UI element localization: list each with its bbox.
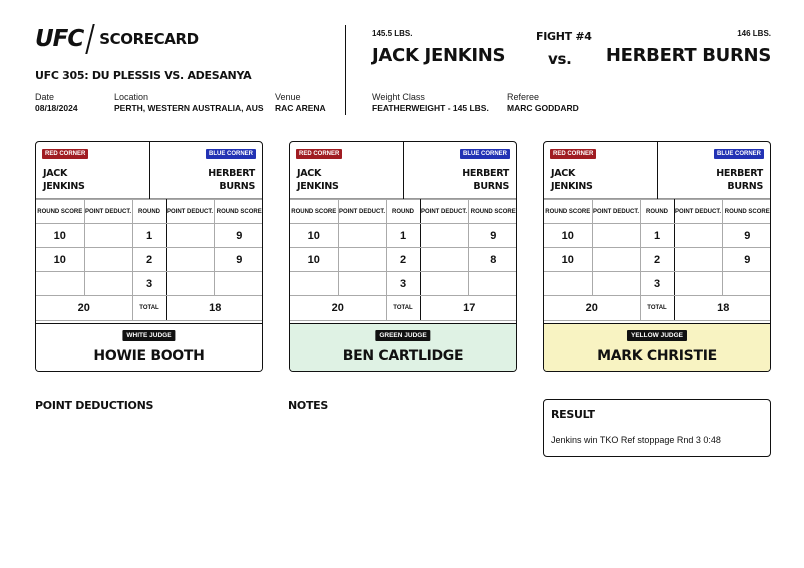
red-round-score: 10 bbox=[36, 224, 84, 248]
total-label: TOTAL bbox=[386, 296, 420, 321]
blue-point-deduct-header: POINT DEDUCT. bbox=[420, 200, 468, 224]
event-name: UFC 305: DU PLESSIS VS. ADESANYA bbox=[35, 69, 252, 82]
blue-round-score-header: ROUND SCORE bbox=[468, 200, 517, 224]
red-fighter-name: JACK JENKINS bbox=[372, 45, 506, 66]
red-first-name: JACK bbox=[551, 168, 576, 179]
corner-divider bbox=[403, 142, 404, 199]
red-total: 20 bbox=[36, 296, 132, 321]
judge-name: HOWIE BOOTH bbox=[93, 348, 205, 364]
point-deductions-heading: POINT DEDUCTIONS bbox=[35, 399, 154, 412]
blue-point-deduction bbox=[674, 248, 722, 272]
round-number: 1 bbox=[386, 224, 420, 248]
red-last-name: JENKINS bbox=[551, 181, 593, 192]
round-header: ROUND bbox=[132, 200, 166, 224]
round-row bbox=[36, 272, 263, 296]
blue-round-score bbox=[214, 272, 263, 296]
score-table bbox=[544, 199, 771, 321]
red-last-name: JENKINS bbox=[297, 181, 339, 192]
round-header: ROUND bbox=[640, 200, 674, 224]
vs-label: vs. bbox=[548, 50, 572, 68]
red-round-score bbox=[36, 272, 84, 296]
document-title: SCORECARD bbox=[99, 30, 199, 48]
round-number: 2 bbox=[386, 248, 420, 272]
total-row bbox=[290, 296, 517, 321]
blue-round-score: 8 bbox=[468, 248, 517, 272]
corner-divider bbox=[149, 142, 150, 199]
round-number: 3 bbox=[386, 272, 420, 296]
blue-point-deduction bbox=[420, 248, 468, 272]
red-fighter-weight: 145.5 LBS. bbox=[372, 29, 413, 38]
blue-round-score: 9 bbox=[722, 248, 771, 272]
red-round-score: 10 bbox=[544, 248, 592, 272]
score-table bbox=[36, 199, 263, 321]
blue-point-deduct-header: POINT DEDUCT. bbox=[166, 200, 214, 224]
result-text: Jenkins win TKO Ref stoppage Rnd 3 0:48 bbox=[551, 435, 721, 445]
blue-point-deduction bbox=[420, 224, 468, 248]
result-box bbox=[543, 399, 771, 457]
red-point-deduction bbox=[592, 224, 640, 248]
weight-class-value: FEATHERWEIGHT - 145 LBS. bbox=[372, 103, 489, 113]
judge-name: MARK CHRISTIE bbox=[597, 348, 717, 364]
round-number: 2 bbox=[640, 248, 674, 272]
judge-footer bbox=[290, 323, 516, 372]
red-corner-tag: RED CORNER bbox=[42, 149, 88, 159]
red-round-score bbox=[544, 272, 592, 296]
blue-fighter-weight: 146 LBS. bbox=[737, 29, 771, 38]
red-point-deduction bbox=[84, 272, 132, 296]
red-fighter bbox=[297, 167, 339, 193]
red-total: 20 bbox=[544, 296, 640, 321]
corner-header bbox=[290, 142, 516, 199]
red-round-score-header: ROUND SCORE bbox=[36, 200, 84, 224]
round-number: 2 bbox=[132, 248, 166, 272]
result-heading: RESULT bbox=[551, 408, 595, 421]
red-last-name: JENKINS bbox=[43, 181, 85, 192]
blue-round-score bbox=[468, 272, 517, 296]
red-fighter bbox=[43, 167, 85, 193]
blue-corner-tag: BLUE CORNER bbox=[206, 149, 256, 159]
round-number: 1 bbox=[132, 224, 166, 248]
blue-total: 17 bbox=[420, 296, 517, 321]
red-round-score: 10 bbox=[544, 224, 592, 248]
corner-divider bbox=[657, 142, 658, 199]
blue-fighter bbox=[208, 167, 255, 193]
blue-corner-tag: BLUE CORNER bbox=[714, 149, 764, 159]
red-point-deduction bbox=[338, 272, 386, 296]
judge-name: BEN CARTLIDGE bbox=[342, 348, 464, 364]
score-table-header bbox=[36, 200, 263, 224]
weight-class-label: Weight Class bbox=[372, 92, 425, 102]
total-label: TOTAL bbox=[640, 296, 674, 321]
logo-text: UFC bbox=[35, 26, 84, 52]
red-round-score: 10 bbox=[290, 224, 338, 248]
judge-scorecard bbox=[35, 141, 263, 372]
red-point-deduction bbox=[84, 248, 132, 272]
score-table-header bbox=[544, 200, 771, 224]
red-round-score bbox=[290, 272, 338, 296]
logo-divider bbox=[86, 24, 95, 54]
blue-round-score: 9 bbox=[214, 224, 263, 248]
blue-point-deduction bbox=[166, 272, 214, 296]
venue-value: RAC ARENA bbox=[275, 103, 326, 113]
red-fighter bbox=[551, 167, 593, 193]
blue-point-deduction bbox=[674, 272, 722, 296]
round-row bbox=[544, 272, 771, 296]
red-first-name: JACK bbox=[43, 168, 68, 179]
round-row bbox=[544, 248, 771, 272]
blue-fighter-name: HERBERT BURNS bbox=[605, 45, 771, 66]
red-first-name: JACK bbox=[297, 168, 322, 179]
red-point-deduction bbox=[592, 272, 640, 296]
round-row bbox=[36, 248, 263, 272]
blue-corner-tag: BLUE CORNER bbox=[460, 149, 510, 159]
header-divider bbox=[345, 25, 346, 115]
blue-first-name: HERBERT bbox=[208, 168, 255, 179]
red-point-deduct-header: POINT DEDUCT. bbox=[84, 200, 132, 224]
judge-footer bbox=[544, 323, 770, 372]
total-row bbox=[544, 296, 771, 321]
judge-tag: YELLOW JUDGE bbox=[627, 330, 687, 341]
blue-point-deduction bbox=[420, 272, 468, 296]
judge-footer bbox=[36, 323, 262, 372]
corner-header bbox=[36, 142, 262, 199]
blue-fighter bbox=[462, 167, 509, 193]
blue-last-name: BURNS bbox=[219, 181, 255, 192]
ufc-logo bbox=[35, 25, 199, 53]
red-total: 20 bbox=[290, 296, 386, 321]
total-label: TOTAL bbox=[132, 296, 166, 321]
score-table bbox=[290, 199, 517, 321]
blue-round-score-header: ROUND SCORE bbox=[722, 200, 771, 224]
red-point-deduction bbox=[592, 248, 640, 272]
red-corner-tag: RED CORNER bbox=[296, 149, 342, 159]
blue-point-deduction bbox=[674, 224, 722, 248]
blue-fighter bbox=[716, 167, 763, 193]
judge-tag: GREEN JUDGE bbox=[375, 330, 430, 341]
round-number: 3 bbox=[640, 272, 674, 296]
notes-heading: NOTES bbox=[288, 399, 328, 412]
corner-header bbox=[544, 142, 770, 199]
red-round-score: 10 bbox=[36, 248, 84, 272]
blue-first-name: HERBERT bbox=[716, 168, 763, 179]
red-point-deduction bbox=[338, 224, 386, 248]
red-point-deduction bbox=[338, 248, 386, 272]
blue-point-deduct-header: POINT DEDUCT. bbox=[674, 200, 722, 224]
round-row bbox=[290, 224, 517, 248]
red-corner-tag: RED CORNER bbox=[550, 149, 596, 159]
red-round-score-header: ROUND SCORE bbox=[290, 200, 338, 224]
venue-label: Venue bbox=[275, 92, 301, 102]
score-table-header bbox=[290, 200, 517, 224]
date-value: 08/18/2024 bbox=[35, 103, 78, 113]
blue-point-deduction bbox=[166, 248, 214, 272]
fight-number: FIGHT #4 bbox=[536, 30, 592, 43]
blue-round-score-header: ROUND SCORE bbox=[214, 200, 263, 224]
referee-value: MARC GODDARD bbox=[507, 103, 579, 113]
blue-round-score: 9 bbox=[722, 224, 771, 248]
blue-point-deduction bbox=[166, 224, 214, 248]
red-point-deduct-header: POINT DEDUCT. bbox=[592, 200, 640, 224]
red-round-score-header: ROUND SCORE bbox=[544, 200, 592, 224]
blue-first-name: HERBERT bbox=[462, 168, 509, 179]
round-row bbox=[544, 224, 771, 248]
blue-total: 18 bbox=[674, 296, 771, 321]
date-label: Date bbox=[35, 92, 55, 102]
blue-round-score: 9 bbox=[468, 224, 517, 248]
location-label: Location bbox=[114, 92, 149, 102]
blue-total: 18 bbox=[166, 296, 263, 321]
round-number: 3 bbox=[132, 272, 166, 296]
red-round-score: 10 bbox=[290, 248, 338, 272]
judge-scorecard bbox=[289, 141, 517, 372]
judge-tag: WHITE JUDGE bbox=[122, 330, 175, 341]
red-point-deduct-header: POINT DEDUCT. bbox=[338, 200, 386, 224]
referee-label: Referee bbox=[507, 92, 540, 102]
round-row bbox=[36, 224, 263, 248]
blue-last-name: BURNS bbox=[473, 181, 509, 192]
red-point-deduction bbox=[84, 224, 132, 248]
round-row bbox=[290, 272, 517, 296]
blue-round-score: 9 bbox=[214, 248, 263, 272]
judge-scorecard bbox=[543, 141, 771, 372]
round-number: 1 bbox=[640, 224, 674, 248]
total-row bbox=[36, 296, 263, 321]
location-value: PERTH, WESTERN AUSTRALIA, AUS bbox=[114, 103, 264, 113]
blue-last-name: BURNS bbox=[727, 181, 763, 192]
round-row bbox=[290, 248, 517, 272]
round-header: ROUND bbox=[386, 200, 420, 224]
blue-round-score bbox=[722, 272, 771, 296]
